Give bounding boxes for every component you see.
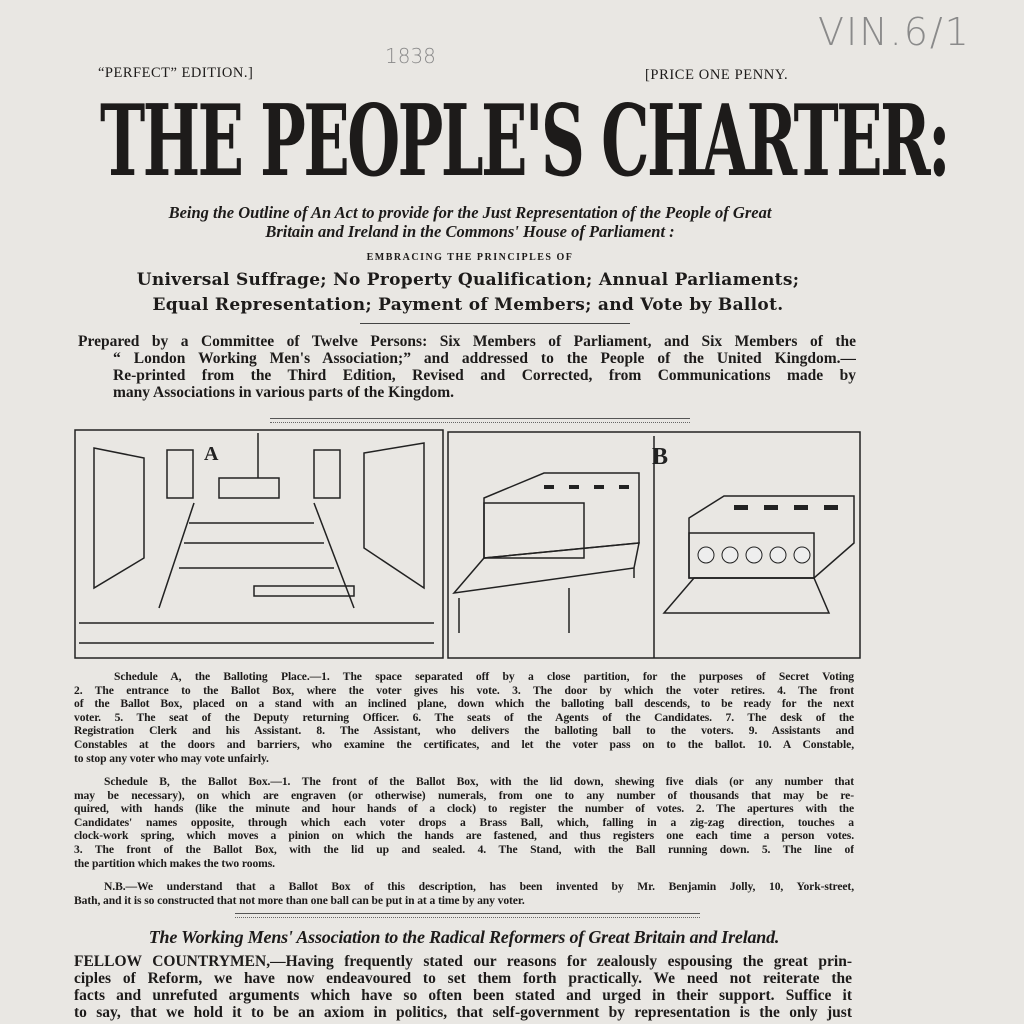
text-line: Schedule B, the Ballot Box.—1. The front of the Ballot Box, with the lid down, shewing five dials (or any number that (104, 775, 854, 788)
nb-note (74, 880, 854, 907)
text-line: quired, with hands (like the minute and hour hands of a clock) to register the number of votes. 2. The apertures with the (74, 802, 854, 816)
text-line: ciples of Reform, we have now endeavoured to set them forth practically. We need not reiterate the (74, 970, 852, 987)
text-line: may be necessary), on which are engraven (or otherwise) numerals, from one to any number of thousands that may be re- (74, 788, 854, 802)
subtitle (80, 203, 860, 241)
text-line: to stop any voter who may vote unfairly. (74, 751, 269, 765)
text-line: 2. The entrance to the Ballot Box, where the voter gives his vote. 3. The door by which the voter retires. 4. The front (74, 683, 854, 697)
figure-label-b: B (652, 444, 669, 470)
edition-label: “PERFECT” EDITION.] (98, 65, 254, 81)
schedule-b (74, 775, 854, 870)
text-line: “ London Working Men's Association;” and addressed to the People of the United Kingdom.— (113, 350, 856, 367)
ballot-illustration (74, 428, 864, 663)
divider (235, 913, 700, 918)
prepared-paragraph (78, 333, 856, 401)
price-label: [PRICE ONE PENNY. (645, 67, 789, 83)
text-line: N.B.—We understand that a Ballot Box of this description, has been invented by Mr. Benjamin Jolly, 10, York-street, (104, 880, 854, 893)
text-line: Prepared by a Committee of Twelve Persons: Six Members of Parliament, and Six Members of the (78, 333, 856, 350)
catalog-annotation: VIN.6/1 (818, 10, 971, 54)
text-line: Constables at the doors and barriers, who examine the certificates, and let the voter pass on to the ballot. 10. A Constable, (74, 737, 854, 751)
text-line: FELLOW COUNTRYMEN,—Having frequently stated our reasons for zealously espousing the great prin- (74, 953, 852, 970)
principles-line: Universal Suffrage; No Property Qualification; Annual Parliaments; (136, 270, 800, 290)
text-line: voter. 5. The seat of the Deputy returning Officer. 6. The seats of the Agents of the Candidates. 7. The desk of the (74, 710, 854, 724)
divider (360, 323, 630, 324)
text-line: 3. The front of the Ballot Box, with the lid up and sealed. 4. The Stand, with the Ball running down. 5. The line of (74, 842, 854, 856)
text-line: to say, that we hold it to be an axiom in politics, that self-government by representation is the only just (74, 1004, 852, 1021)
text-line: the partition which makes the two rooms. (74, 856, 275, 870)
subtitle-line: Being the Outline of An Act to provide for the Just Representation of the People of Great (168, 203, 772, 222)
page-title: THE PEOPLE'S CHARTER: (100, 84, 949, 199)
subtitle-line: Britain and Ireland in the Commons' House of Parliament : (265, 222, 675, 241)
divider (270, 418, 690, 423)
text-line: Re-printed from the Third Edition, Revised and Corrected, from Communications made by (113, 367, 856, 384)
text-line: many Associations in various parts of the Kingdom. (113, 384, 455, 401)
year-annotation: 1838 (385, 44, 436, 68)
principles-line: Equal Representation; Payment of Members; and Vote by Ballot. (152, 295, 784, 315)
text-line: of the Ballot Box, placed on a stand with an inclined plane, down which the balloting ball descends, to be ready for the next (74, 697, 854, 711)
text-line: facts and unrefuted arguments which have so often been stated and urged in their support. Suffice it (74, 987, 852, 1004)
address-body (74, 953, 852, 1021)
text-line: Bath, and it is so constructed that not more than one ball can be put in at a time by any voter. (74, 893, 525, 907)
schedule-a (74, 670, 854, 765)
address-heading: The Working Mens' Association to the Radical Reformers of Great Britain and Ireland. (148, 927, 780, 947)
embracing-label: EMBRACING THE PRINCIPLES OF (366, 252, 574, 263)
text-line: Registration Clerk and his Assistant. 8. The Assistant, who delivers the balloting ball to the voters. 9. Assistants and (74, 724, 854, 738)
text-line: clock-work spring, which moves a pinion on which the hands are fastened, and thus registers one each time a person votes. (74, 829, 854, 843)
figure-label-a: A (204, 443, 219, 465)
text-line: Candidates' names opposite, through which each voter drops a Brass Ball, which, falling in a zig-zag direction, touches a (74, 815, 854, 829)
text-line: Schedule A, the Balloting Place.—1. The space separated off by a close partition, for the purposes of Secret Voting (114, 670, 854, 683)
